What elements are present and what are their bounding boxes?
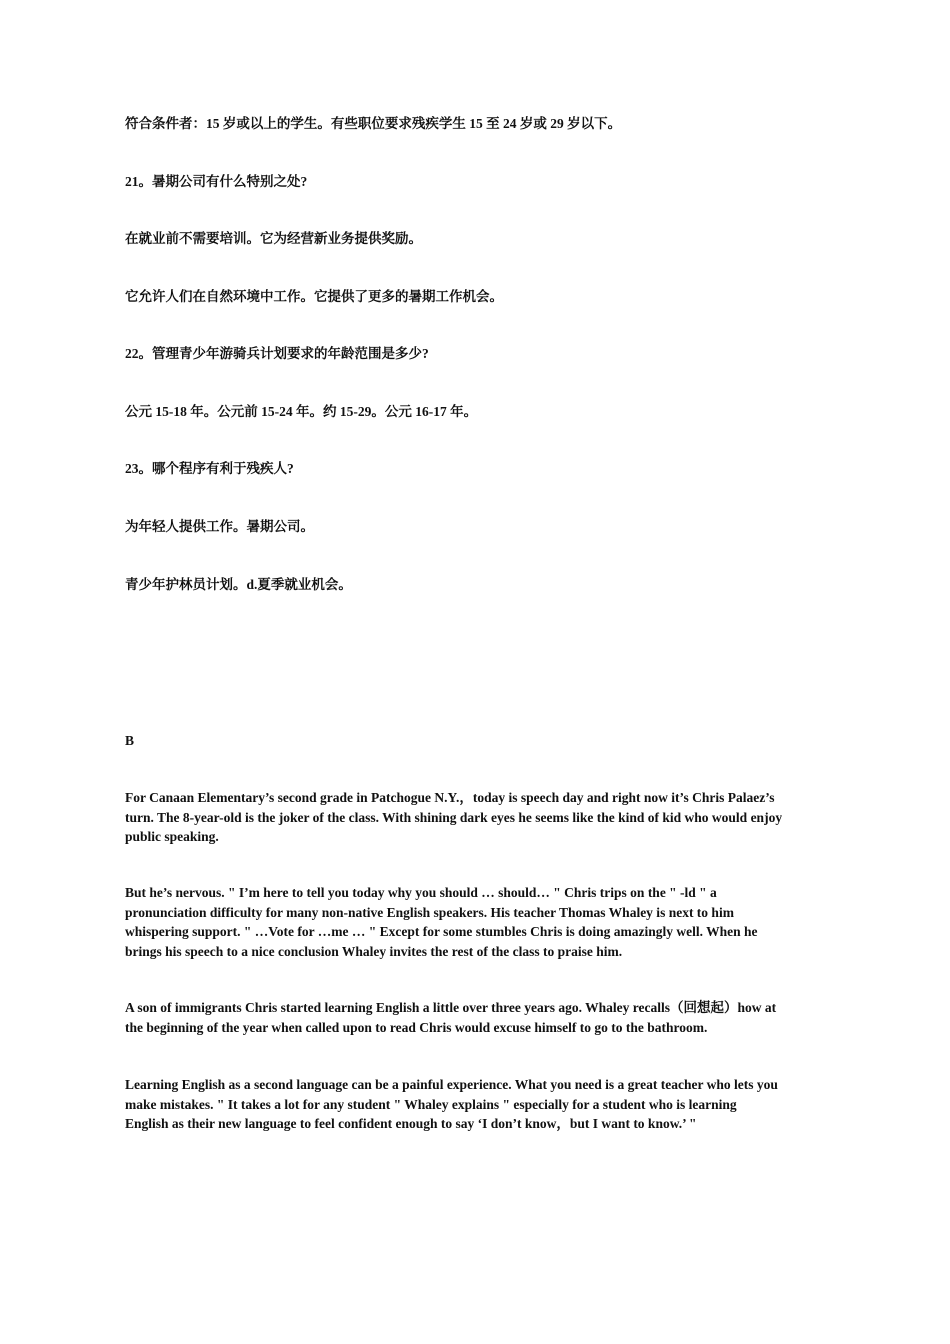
paragraph-2-line-1: But he’s nervous. " I’m here to tell you today why you should … should… " Chris trips on the " -ld " a xyxy=(125,885,717,900)
question-21-options-line-1: 在就业前不需要培训。它为经营新业务提供奖励。 xyxy=(125,231,422,246)
question-23-options-line-1: 为年轻人提供工作。暑期公司。 xyxy=(125,519,314,534)
paragraph-3-line-1: A son of immigrants Chris started learning English a little over three years ago. Whaley recalls（回想起）how at xyxy=(125,1000,777,1015)
paragraph-4 xyxy=(125,1075,830,1134)
paragraph-2-line-3: whispering support. " …Vote for …me … " Except for some stumbles Chris is doing amazingly well. When he xyxy=(125,924,758,939)
paragraph-1 xyxy=(125,788,830,847)
paragraph-4-line-1: Learning English as a second language can be a painful experience. What you need is a great teacher who lets you xyxy=(125,1077,778,1092)
paragraph-2-line-2: pronunciation difficulty for many non-native English speakers. His teacher Thomas Whaley is next to him xyxy=(125,904,734,920)
paragraph-1-line-1: For Canaan Elementary’s second grade in Patchogue N.Y.，today is speech day and right now it’s Chris Palaez’s xyxy=(125,790,775,805)
paragraph-1-line-3: public speaking. xyxy=(125,829,219,844)
paragraph-2 xyxy=(125,883,830,961)
section-b-heading: B xyxy=(125,733,135,748)
eligibility-text: 符合条件者：15 岁或以上的学生。有些职位要求残疾学生 15 至 24 岁或 29 岁以下。 xyxy=(125,116,622,131)
question-22: 22。管理青少年游骑兵计划要求的年龄范围是多少? xyxy=(125,346,429,361)
question-23: 23。哪个程序有利于残疾人? xyxy=(125,461,294,476)
paragraph-4-line-3: English as their new language to feel confident enough to say ‘I don’t know，but I want to know.’ " xyxy=(125,1116,697,1131)
question-21-options-line-2: 它允许人们在自然环境中工作。它提供了更多的暑期工作机会。 xyxy=(125,289,503,304)
question-22-options: 公元 15-18 年。公元前 15-24 年。约 15-29。公元 16-17 年。 xyxy=(125,404,478,419)
paragraph-3-line-2: the beginning of the year when called upon to read Chris would excuse himself to go to the bathroom. xyxy=(125,1019,708,1035)
question-21: 21。暑期公司有什么特别之处? xyxy=(125,174,308,189)
paragraph-4-line-2: make mistakes. " It takes a lot for any student " Whaley explains " especially for a student who is learning xyxy=(125,1096,737,1112)
paragraph-3 xyxy=(125,998,830,1037)
question-23-options-line-2: 青少年护林员计划。d.夏季就业机会。 xyxy=(125,577,352,592)
paragraph-2-line-4: brings his speech to a nice conclusion Whaley invites the rest of the class to praise him. xyxy=(125,943,623,959)
paragraph-1-line-2: turn. The 8-year-old is the joker of the class. With shining dark eyes he seems like the kind of kid who would enjoy xyxy=(125,809,783,825)
